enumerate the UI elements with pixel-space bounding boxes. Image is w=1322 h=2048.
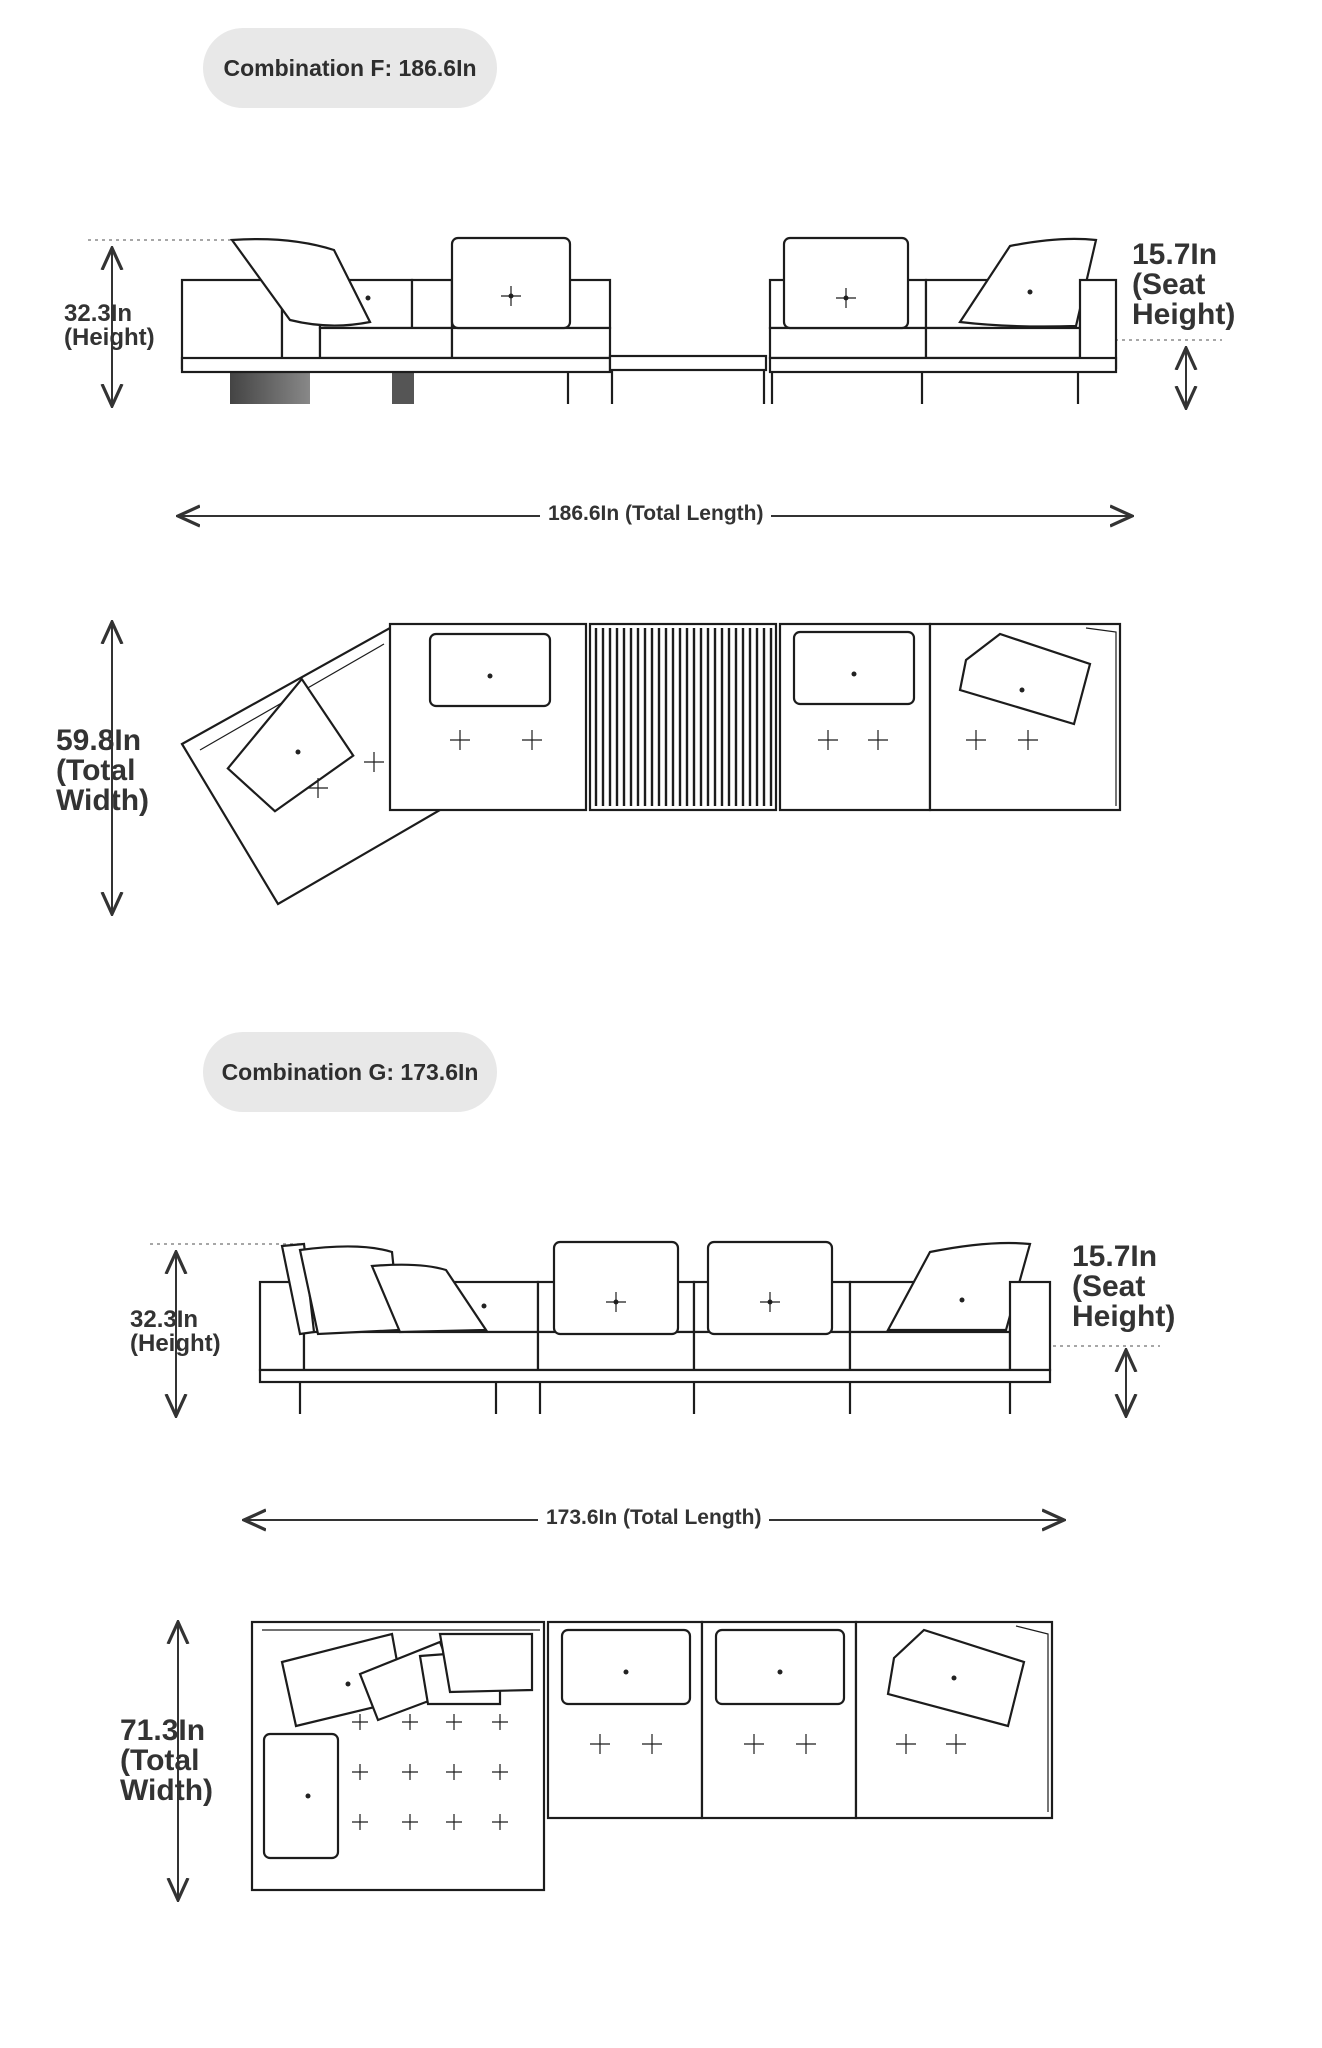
seat-height-caption-f-2: Height)	[1132, 298, 1236, 331]
width-caption-f-1: (Total	[56, 754, 136, 787]
seat-height-caption-f-1: (Seat	[1132, 268, 1206, 301]
combination-g-top-view	[178, 1622, 1052, 1898]
height-caption-f: (Height)	[64, 324, 155, 351]
seat-height-caption-g-1: (Seat	[1072, 1270, 1146, 1303]
height-label-g	[130, 1308, 221, 1356]
width-value-g: 71.3In	[120, 1714, 206, 1747]
width-caption-g-2: Width)	[120, 1774, 214, 1807]
combination-g-front-view	[150, 1242, 1160, 1414]
height-value-g: 32.3In	[130, 1306, 199, 1333]
seat-height-caption-g-2: Height)	[1072, 1300, 1176, 1333]
width-caption-f-2: Width)	[56, 784, 150, 817]
seat-height-label-f	[1132, 240, 1235, 330]
seat-height-label-g	[1072, 1242, 1175, 1332]
combination-f-top-view	[112, 624, 1120, 912]
seat-height-value-g: 15.7In	[1072, 1240, 1158, 1273]
combination-f-front-view	[88, 238, 1222, 406]
width-value-f: 59.8In	[56, 724, 142, 757]
combination-g-title-text: Combination G: 173.6In	[221, 1058, 479, 1085]
total-length-label-g: 173.6In (Total Length)	[538, 1506, 769, 1530]
height-value-f: 32.3In	[64, 300, 133, 327]
width-label-g	[120, 1716, 213, 1806]
height-caption-g: (Height)	[130, 1330, 221, 1357]
total-length-label-f: 186.6In (Total Length)	[540, 502, 771, 526]
combination-f-title-text: Combination F: 186.6In	[223, 54, 477, 81]
seat-height-value-f: 15.7In	[1132, 238, 1218, 271]
width-label-f	[56, 726, 149, 816]
width-caption-g-1: (Total	[120, 1744, 200, 1777]
height-label-f	[64, 302, 155, 350]
